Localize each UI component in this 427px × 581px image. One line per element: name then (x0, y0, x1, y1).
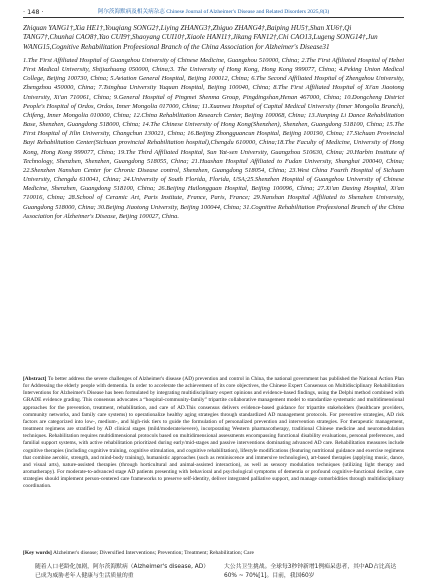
journal-title: 阿尔茨海默病及相关病杂志 Chinese Journal of Alzheimer's Disease and Related Disorders 2025,8(3) (97, 9, 330, 15)
affiliations: 1.The First Affiliated Hospital of Guangzhou University of Chinese Medicine, Guangzhou 510000, China; 2.The First Affiliated Hospital of Hebei First Medical University, Shijiazhuang 050000, China;3. The University of Hong Kong, Hong Kong 999077, China; 4.Peking Union Medical College, Beijing 100730, China; 5.Aviation General Hospital, Beijing 100012, China; 6.The Second Affiliated Hospital of Zhengzhou University, Zhengzhou 450000, China; 7.Tsinghua University Yuquan Hospital, Beijing 100040, China; 8.The First Affiliated Hospital of Xi'an Jiaotong University, Xi'an 710061, China; 9.General Hospital of Pingmei Shenma Group, Pingdingshan,Henan 467000, China; 10.Dongcheng District People's Hospital of Ordos, Ordos, Inner Mongolia 017000, China; 11.Xuanwu Hospital of Capital Medical University (Inner Mongolia Branch), Chifeng, Inner Mongolia 010000, China; 12.China Rehabilitation Research Center, Beijing 100068, China; 13.Jianping Li Dance Rehabilitation Base, Shenzhen, Guangdong 518000, China; 14.The Chinese University of Hong Kong(Shenzhen), Shenzhen, Guangdong 518100, China; 15.The First Hospital of Jilin University, Changchun 130021, China; 16.Beijing Zhongguancun Hospital, Beijing 100190, China; 17.Sichuan Provincial Bayi Rehabilitation Center(Sichuan provincial Rehabilitation hospital),Chengdu 610000, China;18.The Faculty of Medicine, University of Hong Kong, Hong Kong 999077, China; 19.The Third Affiliated Hospital, Sun Yat-sen University, Guangzhou 510630, China; 20.Harbin Institute of Technology, Shenzhen, Shenzhen, Guangdong 518055, China; 21.Huashan Hospital Affiliated to Fudan University, Shanghai 200040, China; 22.Shenzhen Nanshan Center for Chronic Disease control, Shenzhen, Guangdong 518054, China; 23.West China Fourth Hospital of Sichuan University, Chengdu 610041, China; 24.University of South Florida, Florida, USA;25.Shenzhen Hospital of Guangzhou University of Chinese Medicine, Shenzhen, Guangdong 518100, China; 26.Beijing Huilongguan Hospital, Beijing 100096, China; 27.Xi'an Daxing Hospital, Xi'an 710016, China; 28.School of Ceramic Art, Paris Institute, France, Paris, France; 29.Nanshan Hospital Affiliated to Shenzhen University, Guangdong 518000, China; 30.Beijing Jiaotong University, Beijing 100044, China; 31.Cognitive Rehabilitation Profeesional Branch of the China Association for Alzheimer's Disease, Beijing 100027, China. (23, 57, 404, 220)
body-right-column: 大公共卫生挑战。全球每3秒钟新增1例痴呆患者，其中AD占比高达60% ~ 70%[1]。目前，我国60岁 (224, 564, 397, 579)
abstract-text: To better address the severe challenges of Alzheimer's disease (AD) prevention and control in China, the national government has published the National Action Plan for Addressing the elderly people with dementia. In order to accelerate the achievement of its core objectives, the Chinese Expert Consensus on Multidisciplinary Rehabilitation Interventions for Alzheimer's Disease has been formulated by integrating multidisciplinary expert opinions and evidence-based findings, using the Delphi method combined with GRADE evidence grading. This consensus advocates a “hospital-community-family” tripartite collaborative management model to standardize systematic and multidimensional approaches for the prevention, treatment, rehabilitation, and care of AD.This consensus delivers evidence-based guidance for tripartite stakeholders (healthcare providers, community networks, and family care systems) to operationalize healthy aging strategies through standardized AD management protocols. For preventive strategies, AD risk factors are categorized into low-, medium-, and high-risk tiers to guide the formulation of personalized prevention and intervention strategies. For therapeutic management, treatment regimens are stratified by AD clinical stages (mild/moderate/severe), incorporating Western pharmacotherapy, traditional Chinese medicine and neuromodulation techniques. Rehabilitation requires multidimensional protocols based on multidimensional assessments encompassing functional disability evaluations, personal preferences, and familial support systems, with active rehabilitation prioritized during early/mid-stages and passive interventions dominating advanced AD care. Rehabilitation measures include cognitive therapies (including cognitive training, cognitive stimulation, and cognitive rehabilitation), lifestyle modifications (featuring nutritional guidance and exercise regimens that combine aerobic, strength, and mind-body training), humanistic approaches (such as reminiscence and immersive technologies), art-based therapies (applying music, dance, and visual arts), nature-assisted therapies (through horticultural and animal-assisted interaction), as well as sensory modulation techniques (utilizing light therapy and aromatherapy). For moderate-to-advanced stage AD patients presenting with behavioral and psychological symptoms of dementia or profound cognitive-functional decline, care strategies should implement person-centered care frameworks to preserve self-identity, deliver integrated palliative support, and manage comorbidities through multidisciplinary coordination. (23, 376, 404, 490)
keywords-text: Alzheimer's disease; Diversified Interventions; Prevention; Treatment; Rehabilitation; Care (52, 550, 254, 556)
abstract (23, 376, 404, 491)
keywords-label: [Key words] (23, 550, 52, 556)
page-number: · 148 · (23, 8, 44, 16)
body-columns (23, 563, 404, 579)
abstract-label: [Abstract] (23, 376, 47, 382)
keywords (23, 550, 404, 557)
header-rule (23, 17, 404, 18)
author-list: Zhiquan YANG1†,Xia HE1†,Youqiang SONG2†,Liying ZHANG3†,Zhiguo ZHANG4†,Baiping HU5†,Shan XU6†,Qi TANG7†,Chunhai CAO8†,Yao CUI9†,Shaoyang CUI10†,Xiaole HAN11†,Jikang FAN12†,Chi CAO13,Lugeng SONG14†,Jun WANG15,Cognitive Rehabilitation Profeesional Branch of the China Association for Alzheimer's Disease31 (23, 24, 378, 51)
body-left-column: 随着人口老龄化加剧，阿尔茨海默病（Alzheimer's disease, AD）已成为威胁老年人健康与生活质量的重 (35, 564, 209, 579)
